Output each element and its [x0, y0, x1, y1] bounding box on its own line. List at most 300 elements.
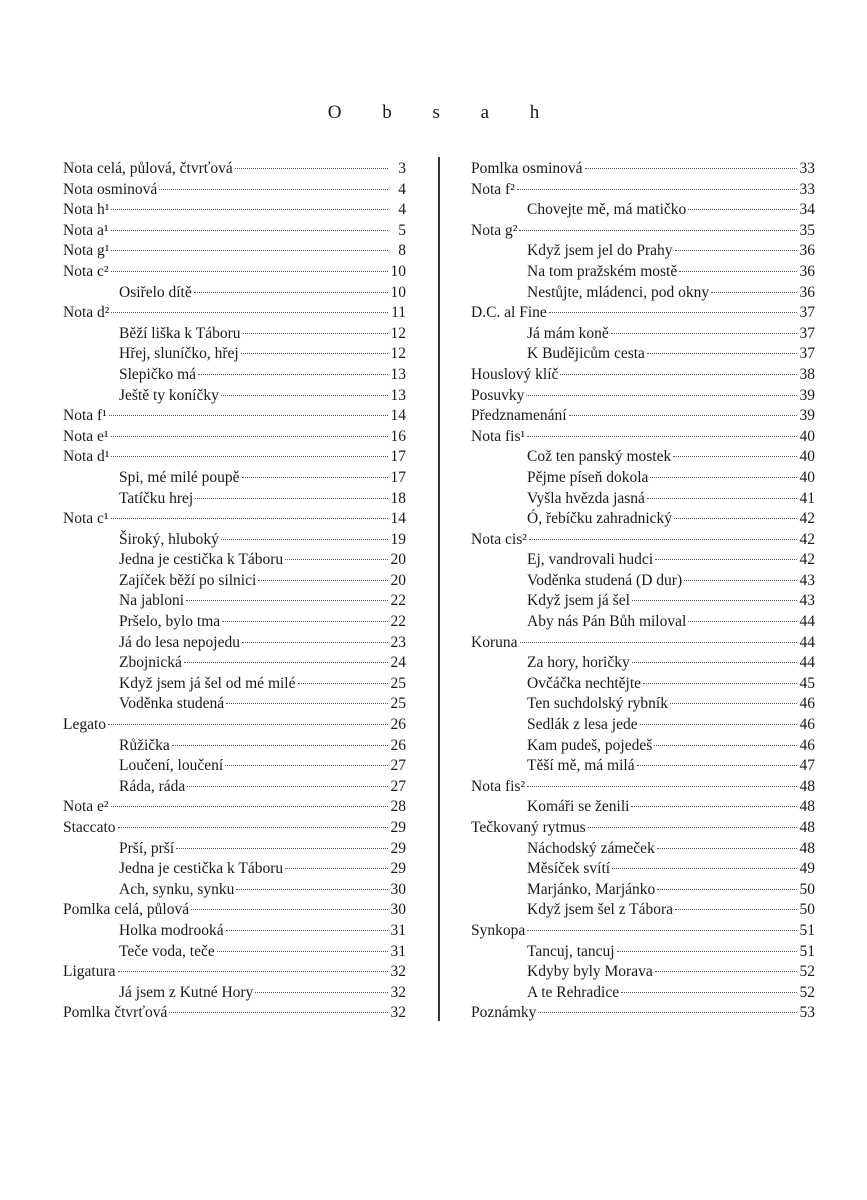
- toc-entry-title: Slepičko má: [119, 365, 197, 383]
- toc-column-left: [63, 159, 406, 1024]
- dot-leader: [529, 539, 797, 540]
- toc-page-number: 35: [799, 221, 815, 239]
- toc-page-number: 17: [390, 448, 406, 466]
- toc-entry-title: Marjánko, Marjánko: [527, 880, 656, 898]
- toc-entry: [63, 200, 406, 221]
- toc-entry-title: Těší mě, má milá: [527, 757, 635, 775]
- dot-leader: [611, 333, 797, 334]
- toc-column-right: [471, 159, 815, 1024]
- toc-subentry: [63, 612, 406, 633]
- toc-subentry: [63, 283, 406, 304]
- toc-entry-title: Voděnka studená: [119, 695, 225, 713]
- toc-entry: [471, 406, 815, 427]
- dot-leader: [186, 600, 388, 601]
- toc-entry-title: Synkopa: [471, 921, 526, 939]
- dot-leader: [675, 909, 797, 910]
- toc-subentry: [63, 365, 406, 386]
- dot-leader: [657, 889, 797, 890]
- dot-leader: [585, 168, 797, 169]
- toc-subentry: [471, 591, 815, 612]
- toc-page-number: 25: [390, 695, 406, 713]
- toc-page-number: 46: [799, 716, 815, 734]
- toc-entry: [471, 921, 815, 942]
- toc-page-number: 26: [390, 716, 406, 734]
- toc-entry-title: Osiřelo dítě: [119, 283, 192, 301]
- dot-leader: [560, 374, 797, 375]
- toc-entry-title: Chovejte mě, má matičko: [527, 201, 687, 219]
- toc-entry-title: Předznamenání: [471, 407, 567, 425]
- toc-page-number: 42: [799, 551, 815, 569]
- toc-entry-title: Nota osminová: [63, 180, 158, 198]
- toc-entry-title: Legato: [63, 716, 107, 734]
- page-title: O b s a h: [327, 102, 558, 123]
- toc-page-number: 41: [799, 489, 815, 507]
- toc-page-number: 53: [799, 1004, 815, 1022]
- toc-page-number: 46: [799, 736, 815, 754]
- toc-subentry: [471, 550, 815, 571]
- toc-page-number: 50: [799, 901, 815, 919]
- toc-entry: [471, 530, 815, 551]
- dot-leader: [588, 827, 797, 828]
- toc-page-number: 20: [390, 551, 406, 569]
- dot-leader: [657, 848, 797, 849]
- dot-leader: [612, 868, 797, 869]
- dot-leader: [679, 271, 797, 272]
- toc-entry: [63, 159, 406, 180]
- toc-page-number: 32: [390, 963, 406, 981]
- dot-leader: [647, 353, 797, 354]
- toc-entry-title: Spi, mé milé poupě: [119, 468, 240, 486]
- toc-entry-title: Poznámky: [471, 1004, 537, 1022]
- dot-leader: [242, 642, 388, 643]
- toc-entry-title: Nota g¹: [63, 242, 110, 260]
- toc-subentry: [63, 653, 406, 674]
- toc-entry-title: Nota celá, půlová, čtvrťová: [63, 160, 233, 177]
- toc-page-number: 29: [390, 860, 406, 878]
- dot-leader: [221, 395, 388, 396]
- dot-leader: [159, 189, 388, 190]
- toc-subentry: [63, 550, 406, 571]
- toc-entry-title: Ráda, ráda: [119, 777, 186, 795]
- dot-leader: [225, 765, 388, 766]
- dot-leader: [520, 642, 798, 643]
- toc-entry-title: Zbojnická: [119, 654, 182, 672]
- toc-subentry: [63, 983, 406, 1004]
- toc-entry-title: Ještě ty koníčky: [119, 386, 219, 404]
- toc-page-number: 33: [799, 160, 815, 177]
- toc-page-number: 51: [799, 921, 815, 939]
- toc-page-number: 37: [799, 304, 815, 322]
- dot-leader: [637, 765, 797, 766]
- toc-entry: [63, 715, 406, 736]
- dot-leader: [684, 580, 797, 581]
- toc-page-number: 37: [799, 345, 815, 363]
- toc-entry-title: Nota a¹: [63, 221, 109, 239]
- toc-entry: [63, 303, 406, 324]
- toc-page-number: 43: [799, 571, 815, 589]
- toc-subentry: [471, 283, 815, 304]
- toc-entry-title: Sedlák z lesa jede: [527, 716, 638, 734]
- toc-entry-title: Nota h¹: [63, 201, 110, 219]
- toc-entry: [471, 365, 815, 386]
- dot-leader: [169, 1012, 388, 1013]
- toc-entry-title: Což ten panský mostek: [527, 448, 672, 466]
- dot-leader: [109, 415, 388, 416]
- toc-entry-title: Pějme píseň dokola: [527, 468, 649, 486]
- toc-entry-title: Tečkovaný rytmus: [471, 819, 586, 836]
- toc-entry: [63, 180, 406, 201]
- toc-page-number: 27: [390, 777, 406, 795]
- toc-entry-title: Ten suchdolský rybník: [527, 695, 668, 713]
- toc-entry-title: Ligatura: [63, 963, 116, 981]
- dot-leader: [118, 971, 388, 972]
- toc-subentry: [63, 859, 406, 880]
- dot-leader: [527, 786, 797, 787]
- dot-leader: [688, 209, 797, 210]
- dot-leader: [255, 992, 388, 993]
- dot-leader: [673, 456, 797, 457]
- toc-entry: [63, 262, 406, 283]
- toc-page-number: 44: [799, 654, 815, 672]
- dot-leader: [674, 518, 797, 519]
- toc-page-number: 52: [799, 983, 815, 1001]
- toc-subentry: [471, 653, 815, 674]
- dot-leader: [235, 168, 388, 169]
- dot-leader: [108, 724, 388, 725]
- toc-entry: [471, 221, 815, 242]
- dot-leader: [243, 333, 388, 334]
- toc-page-number: 40: [799, 427, 815, 445]
- toc-entry-title: Nota fis²: [471, 777, 526, 795]
- dot-leader: [111, 312, 388, 313]
- toc-entry: [471, 386, 815, 407]
- dot-leader: [111, 436, 388, 437]
- toc-page-number: 40: [799, 468, 815, 486]
- toc-page-number: 52: [799, 963, 815, 981]
- toc-subentry: [63, 880, 406, 901]
- dot-leader: [226, 930, 388, 931]
- toc-entry-title: Posuvky: [471, 386, 525, 404]
- toc-page-number: 22: [390, 613, 406, 631]
- toc-page-number: 34: [799, 201, 815, 219]
- toc-page-number: 12: [390, 345, 406, 363]
- toc-entry: [63, 818, 406, 839]
- toc-entry: [63, 509, 406, 530]
- toc-subentry: [63, 736, 406, 757]
- dot-leader: [538, 1012, 797, 1013]
- toc-subentry: [471, 962, 815, 983]
- toc-page-number: 20: [390, 571, 406, 589]
- dot-leader: [675, 250, 797, 251]
- toc-entry-title: Já mám koně: [527, 324, 609, 342]
- toc-page-number: 36: [799, 242, 815, 260]
- toc-entry: [471, 633, 815, 654]
- toc-entry-title: Pomlka osminová: [471, 160, 583, 177]
- toc-entry-title: Nota d²: [63, 304, 110, 322]
- dot-leader: [221, 539, 388, 540]
- toc-page-number: 31: [390, 942, 406, 960]
- toc-subentry: [471, 715, 815, 736]
- toc-subentry: [471, 983, 815, 1004]
- dot-leader: [118, 827, 388, 828]
- dot-leader: [226, 703, 388, 704]
- toc-page-number: 25: [390, 674, 406, 692]
- toc-entry-title: Nestůjte, mládenci, pod okny: [527, 283, 710, 301]
- toc-entry-title: Když jsem já šel od mé milé: [119, 674, 296, 692]
- toc-entry-title: Nota f¹: [63, 407, 107, 425]
- toc-page-number: 48: [799, 798, 815, 816]
- toc-page-number: 11: [391, 304, 406, 322]
- toc-page-number: 28: [390, 798, 406, 816]
- toc-page-number: 37: [799, 324, 815, 342]
- toc-entry-title: Houslový klíč: [471, 365, 559, 383]
- toc-page-number: 47: [799, 757, 815, 775]
- toc-subentry: [471, 736, 815, 757]
- dot-leader: [632, 662, 797, 663]
- toc-page-number: 10: [390, 262, 406, 280]
- dot-leader: [569, 415, 797, 416]
- toc-entry: [471, 180, 815, 201]
- dot-leader: [643, 683, 797, 684]
- toc-page-number: 22: [390, 592, 406, 610]
- toc-subentry: [63, 344, 406, 365]
- toc-subentry: [63, 756, 406, 777]
- toc-entry: [63, 1003, 406, 1024]
- dot-leader: [655, 971, 797, 972]
- toc-entry-title: Voděnka studená (D dur): [527, 571, 683, 589]
- toc-entry: [471, 427, 815, 448]
- dot-leader: [176, 848, 388, 849]
- dot-leader: [617, 951, 797, 952]
- dot-leader: [195, 498, 388, 499]
- toc-subentry: [471, 880, 815, 901]
- dot-leader: [285, 868, 388, 869]
- toc-entry-title: Hřej, sluníčko, hřej: [119, 345, 239, 363]
- toc-subentry: [471, 859, 815, 880]
- dot-leader: [517, 189, 797, 190]
- toc-subentry: [471, 324, 815, 345]
- toc-subentry: [471, 839, 815, 860]
- toc-subentry: [63, 942, 406, 963]
- toc-page-number: 27: [390, 757, 406, 775]
- toc-page-number: 32: [390, 983, 406, 1001]
- toc-subentry: [471, 344, 815, 365]
- toc-page-number: 40: [799, 448, 815, 466]
- toc-entry-title: Prší, prší: [119, 839, 175, 857]
- toc-page-number: 17: [390, 468, 406, 486]
- toc-page-number: 8: [398, 242, 406, 260]
- toc-entry-title: Nota e¹: [63, 427, 109, 445]
- dot-leader: [111, 209, 388, 210]
- toc-page-number: 36: [799, 262, 815, 280]
- toc-subentry: [63, 571, 406, 592]
- toc-entry-title: Běží liška k Táboru: [119, 324, 241, 342]
- dot-leader: [111, 250, 388, 251]
- toc-entry-title: Na tom pražském mostě: [527, 262, 678, 280]
- toc-entry: [63, 797, 406, 818]
- toc-page-number: 43: [799, 592, 815, 610]
- dot-leader: [184, 662, 388, 663]
- toc-subentry: [471, 241, 815, 262]
- toc-page-number: 19: [390, 530, 406, 548]
- toc-entry-title: Kam pudeš, pojedeš: [527, 736, 653, 754]
- toc-subentry: [471, 900, 815, 921]
- dot-leader: [640, 724, 797, 725]
- toc-subentry: [471, 942, 815, 963]
- toc-page-number: 45: [799, 674, 815, 692]
- toc-entry-title: Nota fis¹: [471, 427, 526, 445]
- dot-leader: [198, 374, 388, 375]
- toc-entry-title: Nota e²: [63, 798, 109, 816]
- toc-page-number: 48: [799, 839, 815, 857]
- toc-subentry: [63, 777, 406, 798]
- toc-page-number: 48: [799, 777, 815, 795]
- dot-leader: [241, 353, 388, 354]
- dot-leader: [670, 703, 797, 704]
- toc-subentry: [471, 468, 815, 489]
- column-divider: [438, 157, 440, 1021]
- toc-entry-title: D.C. al Fine: [471, 304, 547, 322]
- dot-leader: [621, 992, 797, 993]
- toc-page-number: 18: [390, 489, 406, 507]
- toc-page-number: 49: [799, 860, 815, 878]
- toc-entry-title: Na jabloni: [119, 592, 184, 610]
- toc-entry-title: Růžička: [119, 736, 170, 754]
- toc-subentry: [63, 839, 406, 860]
- toc-entry-title: Za hory, horičky: [527, 654, 630, 672]
- toc-entry-title: Komáři se ženili: [527, 798, 630, 816]
- dot-leader: [298, 683, 389, 684]
- toc-subentry: [471, 797, 815, 818]
- toc-entry-title: Pomlka čtvrťová: [63, 1004, 168, 1022]
- dot-leader: [654, 745, 797, 746]
- toc-page-number: 44: [799, 633, 815, 651]
- toc-entry: [471, 818, 815, 839]
- toc-page-number: 42: [799, 530, 815, 548]
- toc-entry-title: Náchodský zámeček: [527, 839, 655, 857]
- toc-page-number: 4: [398, 201, 406, 219]
- toc-page-number: 4: [398, 180, 406, 198]
- toc-subentry: [471, 200, 815, 221]
- toc-entry-title: Já jsem z Kutné Hory: [119, 983, 254, 1001]
- toc-entry-title: Loučení, loučení: [119, 757, 224, 775]
- toc-subentry: [63, 921, 406, 942]
- dot-leader: [258, 580, 388, 581]
- toc-entry-title: Kdyby byly Morava: [527, 963, 653, 981]
- toc-entry-title: Nota d¹: [63, 448, 110, 466]
- toc-entry-title: Já do lesa nepojedu: [119, 633, 240, 651]
- toc-entry-title: Teče voda, teče: [119, 942, 215, 960]
- toc-page-number: 29: [390, 839, 406, 857]
- toc-page-number: 32: [390, 1004, 406, 1022]
- toc-entry-title: Ej, vandrovali hudci: [527, 551, 654, 569]
- dot-leader: [191, 909, 388, 910]
- toc-entry: [63, 427, 406, 448]
- toc-entry-title: Nota c¹: [63, 510, 109, 528]
- toc-page-number: 50: [799, 880, 815, 898]
- toc-entry-title: Zajíček běží po silnici: [119, 571, 257, 589]
- toc-subentry: [63, 591, 406, 612]
- toc-subentry: [63, 694, 406, 715]
- toc-page-number: 30: [390, 880, 406, 898]
- dot-leader: [519, 230, 797, 231]
- toc-entry-title: K Budějicům cesta: [527, 345, 645, 363]
- dot-leader: [647, 498, 797, 499]
- toc-entry: [63, 962, 406, 983]
- toc-page-number: 42: [799, 510, 815, 528]
- toc-page-number: 38: [799, 365, 815, 383]
- toc-page-number: 13: [390, 365, 406, 383]
- toc-subentry: [471, 612, 815, 633]
- toc-entry-title: Jedna je cestička k Táboru: [119, 551, 284, 569]
- toc-page-number: 5: [398, 221, 406, 239]
- dot-leader: [111, 456, 388, 457]
- toc-page-number: 48: [799, 819, 815, 836]
- toc-entry-title: Ovčáčka nechtějte: [527, 674, 642, 692]
- dot-leader: [187, 786, 388, 787]
- toc-entry-title: Ó, řebíčku zahradnický: [527, 510, 673, 528]
- toc-entry: [471, 303, 815, 324]
- toc-subentry: [63, 674, 406, 695]
- dot-leader: [217, 951, 388, 952]
- toc-entry: [471, 159, 815, 180]
- toc-entry-title: Tatíčku hrej: [119, 489, 194, 507]
- toc-subentry: [471, 756, 815, 777]
- dot-leader: [111, 271, 388, 272]
- toc-entry-title: Koruna: [471, 633, 518, 651]
- toc-page-number: 44: [799, 613, 815, 631]
- toc-page-number: 24: [390, 654, 406, 672]
- dot-leader: [631, 806, 797, 807]
- toc-entry-title: Ach, synku, synku: [119, 880, 235, 898]
- toc-entry: [63, 900, 406, 921]
- dot-leader: [111, 518, 388, 519]
- toc-entry-title: Pomlka celá, půlová: [63, 901, 190, 919]
- toc-subentry: [63, 324, 406, 345]
- toc-subentry: [471, 262, 815, 283]
- toc-entry-title: Aby nás Pán Bůh miloval: [527, 613, 687, 631]
- toc-subentry: [63, 530, 406, 551]
- toc-entry-title: Když jsem šel z Tábora: [527, 901, 674, 919]
- dot-leader: [111, 230, 388, 231]
- toc-page-number: 26: [390, 736, 406, 754]
- toc-subentry: [63, 468, 406, 489]
- dot-leader: [688, 621, 797, 622]
- toc-entry-title: Měsíček svítí: [527, 860, 611, 878]
- toc-page-number: 46: [799, 695, 815, 713]
- toc-subentry: [63, 633, 406, 654]
- toc-entry: [63, 221, 406, 242]
- toc-page-number: 31: [390, 921, 406, 939]
- toc-entry-title: Jedna je cestička k Táboru: [119, 860, 284, 878]
- dot-leader: [711, 292, 797, 293]
- toc-entry-title: Nota c²: [63, 262, 109, 280]
- toc-page-number: 33: [799, 180, 815, 198]
- toc-subentry: [471, 447, 815, 468]
- dot-leader: [650, 477, 797, 478]
- toc-entry-title: Staccato: [63, 819, 116, 836]
- toc-subentry: [63, 386, 406, 407]
- dot-leader: [222, 621, 388, 622]
- toc-entry-title: A te Rehradice: [527, 983, 620, 1001]
- dot-leader: [194, 292, 388, 293]
- toc-page-number: 36: [799, 283, 815, 301]
- toc-subentry: [471, 694, 815, 715]
- toc-entry: [471, 1003, 815, 1024]
- toc-entry: [471, 777, 815, 798]
- toc-entry: [63, 241, 406, 262]
- dot-leader: [111, 806, 388, 807]
